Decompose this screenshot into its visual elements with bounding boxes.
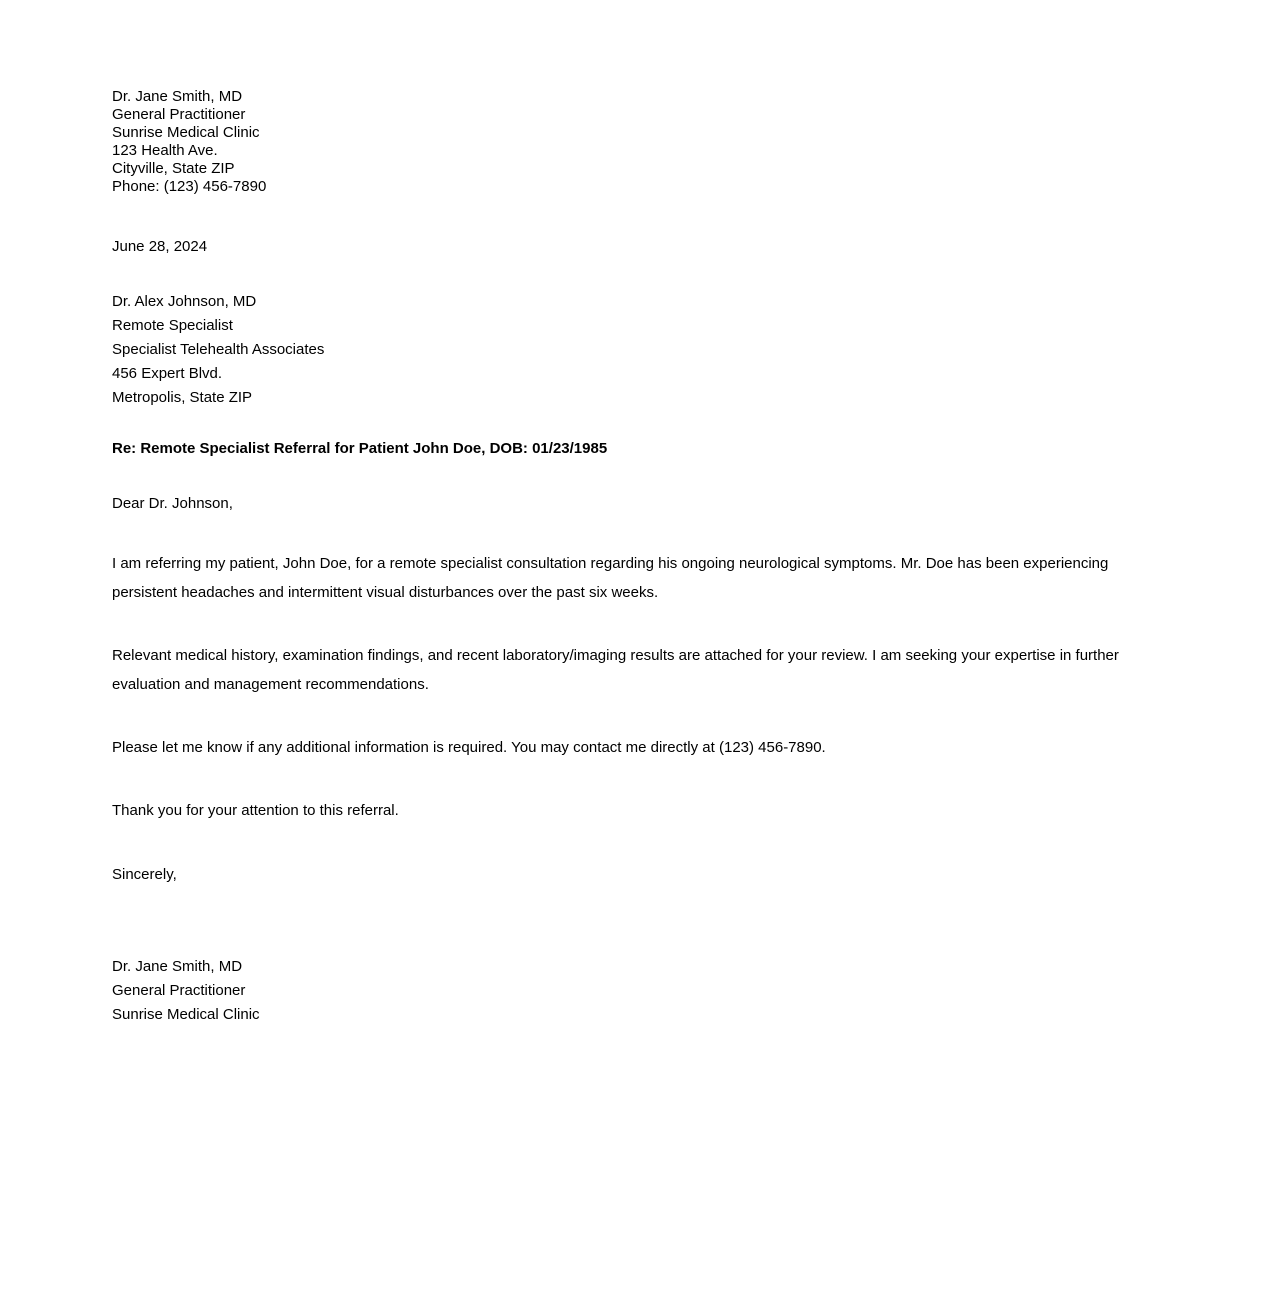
sender-address-block	[112, 88, 1144, 196]
body-paragraph-3: Please let me know if any additional information is required. You may contact me directly at (123) 456-7890.	[112, 739, 826, 756]
signature-name: Dr. Jane Smith, MD	[112, 958, 243, 975]
recipient-title: Remote Specialist	[112, 317, 233, 334]
letter-body	[112, 88, 1144, 1027]
letter-date: June 28, 2024	[112, 238, 208, 255]
salutation: Dear Dr. Johnson,	[112, 495, 233, 512]
sender-organization: Sunrise Medical Clinic	[112, 124, 260, 141]
closing-line: Sincerely,	[112, 866, 177, 883]
recipient-city-state-zip: Metropolis, State ZIP	[112, 389, 253, 406]
sender-title: General Practitioner	[112, 106, 246, 123]
signature-block	[112, 955, 1144, 1027]
sender-city-state-zip: Cityville, State ZIP	[112, 160, 235, 177]
body-paragraph-1: I am referring my patient, John Doe, for a remote specialist consultation regarding his ongoing neurological symptoms. Mr. Doe has been experiencing persistent headaches and intermittent visual disturbances over the past six weeks.	[112, 555, 1109, 601]
sender-phone: Phone: (123) 456-7890	[112, 178, 267, 195]
signature-organization: Sunrise Medical Clinic	[112, 1006, 260, 1023]
sender-name: Dr. Jane Smith, MD	[112, 88, 243, 105]
recipient-organization: Specialist Telehealth Associates	[112, 341, 325, 358]
subject-line: Re: Remote Specialist Referral for Patient John Doe, DOB: 01/23/1985	[112, 440, 608, 457]
body-paragraph-4: Thank you for your attention to this referral.	[112, 802, 399, 819]
signature-title: General Practitioner	[112, 982, 246, 999]
recipient-address-block	[112, 290, 1144, 410]
sender-street: 123 Health Ave.	[112, 142, 218, 159]
recipient-name: Dr. Alex Johnson, MD	[112, 293, 257, 310]
body-paragraph-2: Relevant medical history, examination findings, and recent laboratory/imaging results are attached for your review. I am seeking your expertise in further evaluation and management recommendations.	[112, 647, 1119, 693]
recipient-street: 456 Expert Blvd.	[112, 365, 223, 382]
